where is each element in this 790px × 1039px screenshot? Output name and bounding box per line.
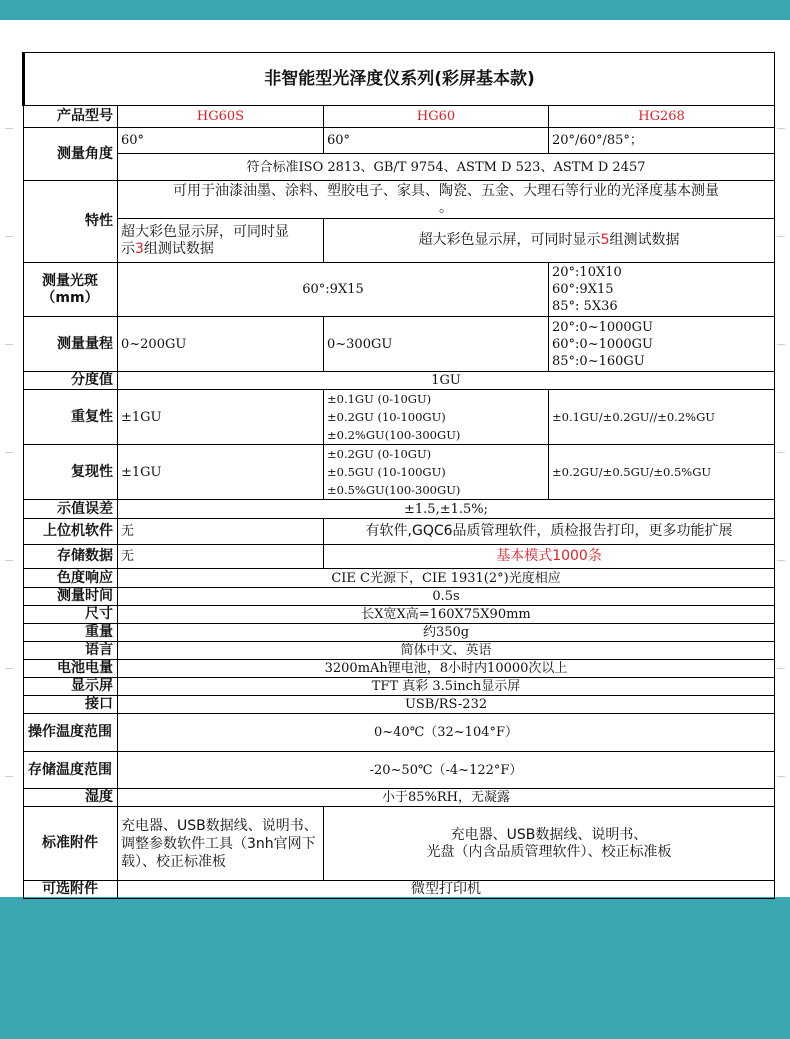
spot-hg268-85: 85°: 5X36	[552, 299, 618, 314]
feature-hg60s	[118, 219, 324, 263]
interface-value: USB/RS-232	[118, 696, 775, 714]
repeat-hg60s: ±1GU	[118, 390, 324, 445]
row-language	[24, 642, 775, 660]
language-value: 简体中文、英语	[118, 642, 775, 660]
repeat-hg60-r1: ±0.1GU (0-10GU)	[327, 392, 432, 406]
row-time	[24, 588, 775, 606]
row-st-temp	[24, 752, 775, 789]
label-language: 语言	[24, 642, 118, 660]
repeat-hg268: ±0.1GU/±0.2GU//±0.2%GU	[549, 390, 775, 445]
storage-hg60s: 无	[118, 545, 324, 569]
label-spot-line2: （mm）	[41, 289, 99, 306]
feature-other	[324, 219, 775, 263]
label-resolution: 分度值	[24, 372, 118, 390]
row-storage	[24, 545, 775, 569]
std-acc-hg60s: 充电器、USB数据线、说明书、调整参数软件工具（3nh官网下载）、校正标准板	[118, 807, 324, 881]
time-value: 0.5s	[118, 588, 775, 606]
label-size: 尺寸	[24, 606, 118, 624]
humidity-value: 小于85%RH，无凝露	[118, 789, 775, 807]
row-display	[24, 678, 775, 696]
range-hg268	[549, 317, 775, 372]
feature-hg60s-line2	[121, 241, 320, 258]
label-reproducibility: 复现性	[24, 445, 118, 500]
feature-hg60s-mid: 示	[121, 240, 135, 257]
spot-hg268	[549, 263, 775, 317]
row-software	[24, 519, 775, 545]
repro-hg268: ±0.2GU/±0.5GU/±0.5%GU	[549, 445, 775, 500]
feature-general-line1: 可用于油漆油墨、涂料、塑胶电子、家具、陶瓷、五金、大理石等行业的光泽度基本测量	[173, 182, 720, 199]
row-opt-acc	[24, 881, 775, 899]
row-battery	[24, 660, 775, 678]
feature-general	[118, 181, 775, 219]
label-interface: 接口	[24, 696, 118, 714]
spot-hg268-20: 20°:10X10	[552, 265, 622, 280]
row-interface	[24, 696, 775, 714]
feature-hg60s-count: 3	[135, 240, 144, 257]
label-storage: 存储数据	[24, 545, 118, 569]
label-repeatability: 重复性	[24, 390, 118, 445]
row-std-acc	[24, 807, 775, 881]
label-display: 显示屏	[24, 678, 118, 696]
model-hg60s: HG60S	[118, 106, 324, 128]
margin-tick	[5, 128, 13, 129]
spot-hg268-60: 60°:9X15	[552, 282, 614, 297]
std-acc-other-line2: 光盘（内含品质管理软件）、校正标准板	[426, 843, 672, 860]
label-spot	[24, 263, 118, 317]
margin-tick	[5, 236, 13, 237]
error-value: ±1.5,±1.5%;	[118, 500, 775, 519]
range-hg268-20: 20°:0~1000GU	[552, 319, 654, 335]
feature-general-line2: 。	[439, 199, 454, 216]
row-humidity	[24, 789, 775, 807]
label-op-temp: 操作温度范围	[24, 714, 118, 752]
repeat-hg60	[324, 390, 549, 445]
margin-tick	[777, 344, 785, 345]
margin-tick	[5, 560, 13, 561]
label-time: 测量时间	[24, 588, 118, 606]
row-color	[24, 569, 775, 588]
repro-hg60	[324, 445, 549, 500]
row-angle	[24, 128, 775, 154]
repeat-hg60-r3: ±0.2%GU(100-300GU)	[327, 428, 461, 442]
margin-tick	[5, 452, 13, 453]
margin-tick	[777, 128, 785, 129]
display-value: TFT 真彩 3.5inch显示屏	[118, 678, 775, 696]
label-weight: 重量	[24, 624, 118, 642]
angle-standard: 符合标准ISO 2813、GB/T 9754、ASTM D 523、ASTM D 2457	[118, 154, 775, 181]
resolution-value: 1GU	[118, 372, 775, 390]
label-std-acc: 标准附件	[24, 807, 118, 881]
row-spot	[24, 263, 775, 317]
repro-hg60s: ±1GU	[118, 445, 324, 500]
std-acc-other	[324, 807, 775, 881]
model-hg60: HG60	[324, 106, 549, 128]
label-humidity: 湿度	[24, 789, 118, 807]
st-temp-value: -20~50℃（-4~122°F）	[118, 752, 775, 789]
margin-tick	[777, 560, 785, 561]
software-other: 有软件,GQC6品质管理软件，质检报告打印，更多功能扩展	[324, 519, 775, 545]
repro-hg60-r1: ±0.2GU (0-10GU)	[327, 447, 432, 461]
range-hg60: 0~300GU	[324, 317, 549, 372]
margin-tick	[777, 776, 785, 777]
weight-value: 约350g	[118, 624, 775, 642]
op-temp-value: 0~40℃（32~104°F）	[118, 714, 775, 752]
row-resolution	[24, 372, 775, 390]
angle-hg268: 20°/60°/85°；	[549, 128, 775, 154]
repro-hg60-r2: ±0.5GU (10-100GU)	[327, 465, 446, 479]
std-acc-other-line1: 充电器、USB数据线、说明书、	[450, 826, 648, 843]
spec-table	[22, 52, 775, 899]
margin-tick	[5, 344, 13, 345]
label-spot-line1: 测量光斑	[42, 272, 98, 289]
label-battery: 电池电量	[24, 660, 118, 678]
label-color: 色度响应	[24, 569, 118, 588]
feature-other-post: 组测试数据	[609, 232, 680, 248]
battery-value: 3200mAh锂电池，8小时内10000次以上	[118, 660, 775, 678]
label-model: 产品型号	[24, 106, 118, 128]
spot-shared: 60°:9X15	[118, 263, 549, 317]
row-size	[24, 606, 775, 624]
range-hg268-60: 60°:0~1000GU	[552, 336, 654, 352]
label-opt-acc: 可选附件	[24, 881, 118, 899]
row-model	[24, 106, 775, 128]
row-op-temp	[24, 714, 775, 752]
range-hg60s: 0~200GU	[118, 317, 324, 372]
label-feature: 特性	[24, 181, 118, 263]
feature-hg60s-line1: 超大彩色显示屏，可同时显	[121, 223, 289, 240]
row-feature	[24, 181, 775, 219]
row-feature-display	[24, 219, 775, 263]
margin-tick	[777, 452, 785, 453]
margin-tick	[5, 776, 13, 777]
title-row	[24, 53, 775, 106]
size-value: 长X宽X高=160X75X90mm	[118, 606, 775, 624]
margin-tick	[777, 236, 785, 237]
label-angle: 测量角度	[24, 128, 118, 181]
row-reproducibility	[24, 445, 775, 500]
margin-tick	[5, 668, 13, 669]
storage-other: 基本模式1000条	[324, 545, 775, 569]
margin-tick	[777, 668, 785, 669]
angle-hg60: 60°	[324, 128, 549, 154]
bottom-color-band	[0, 897, 790, 1039]
row-range	[24, 317, 775, 372]
color-value: CIE C光源下，CIE 1931(2°)光度相应	[118, 569, 775, 588]
feature-other-count: 5	[600, 232, 610, 248]
table-title: 非智能型光泽度仪系列(彩屏基本款)	[24, 53, 775, 106]
label-error: 示值误差	[24, 500, 118, 519]
label-software: 上位机软件	[24, 519, 118, 545]
feature-hg60s-post: 组测试数据	[143, 240, 214, 257]
label-range: 测量量程	[24, 317, 118, 372]
range-hg268-85: 85°:0~160GU	[552, 353, 645, 369]
label-st-temp: 存储温度范围	[24, 752, 118, 789]
row-error	[24, 500, 775, 519]
angle-hg60s: 60°	[118, 128, 324, 154]
repeat-hg60-r2: ±0.2GU (10-100GU)	[327, 410, 446, 424]
software-hg60s: 无	[118, 519, 324, 545]
model-hg268: HG268	[549, 106, 775, 128]
feature-other-pre: 超大彩色显示屏，可同时显示	[418, 232, 601, 248]
repro-hg60-r3: ±0.5%GU(100-300GU)	[327, 483, 461, 497]
row-angle-standard	[24, 154, 775, 181]
row-repeatability	[24, 390, 775, 445]
opt-acc-value: 微型打印机	[118, 881, 775, 899]
top-color-band	[0, 0, 790, 20]
row-weight	[24, 624, 775, 642]
